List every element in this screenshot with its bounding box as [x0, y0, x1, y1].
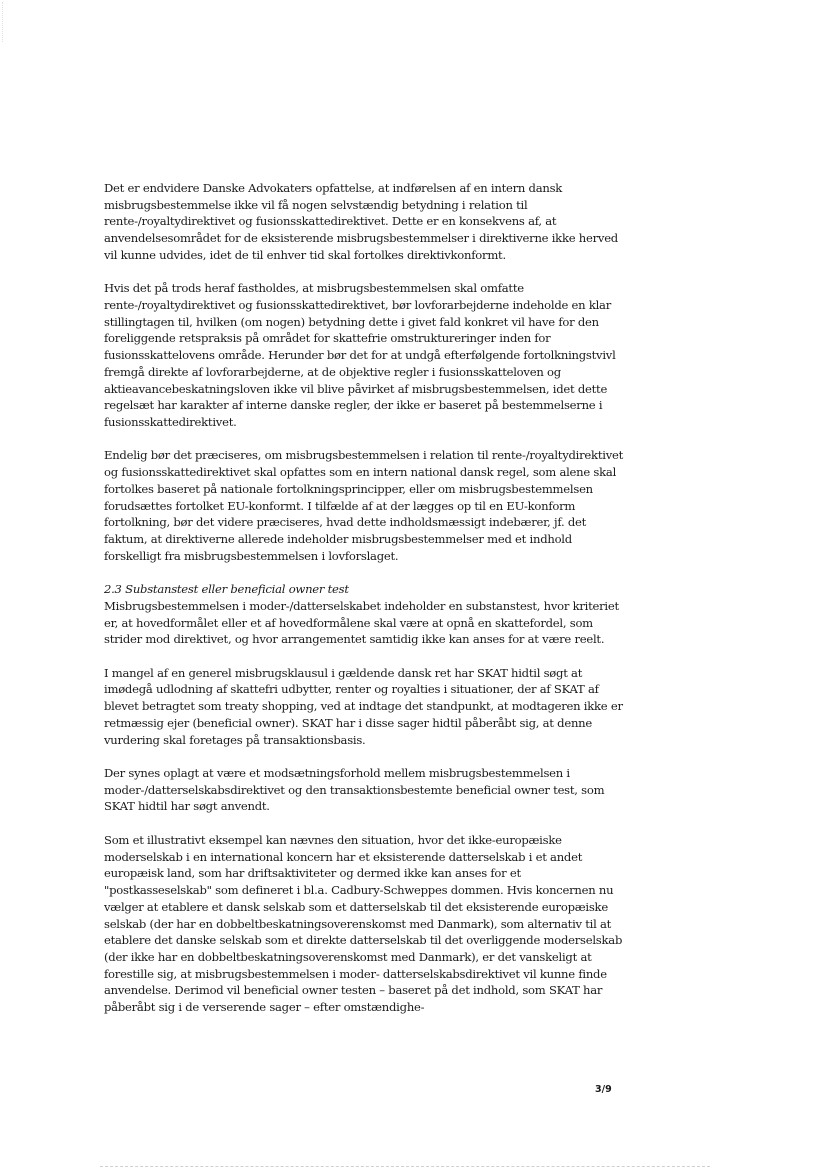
scan-edge-mark: [2, 2, 4, 42]
paragraph-intro: Det er endvidere Danske Advokaters opfattelse, at indførelsen af en intern dansk misbrugsbestemmelse ikke vil få nogen selvstændig betydning i relation til rente-/royaltydirektivet og fusionsskattedirektivet. Dette er en konsekvens af, at anvendelsesområdet for de eksisterende misbrugsbestemmelser i direktiverne ikke herved vil kunne udvides, idet de til enhver tid skal fortolkes direktivkonformt.: [104, 181, 618, 262]
page-number: 3/9: [595, 1084, 612, 1095]
document-body: [104, 180, 624, 1033]
paragraph-interpretation: Endelig bør det præciseres, om misbrugsbestemmelsen i relation til rente-/royaltydirektivet og fusionsskattedirektivet skal opfattes som en intern national dansk regel, som alene skal fortolkes baseret på nationale fortolkningsprincipper, eller om misbrugsbestemmelsen forudsættes fortolket EU-konformt. I tilfælde af at der lægges op til en EU-konform fortolkning, bør det videre præciseres, hvad dette indholdsmæssigt indebærer, jf. det faktum, at direktiverne allerede indeholder misbrugsbestemmelser med et indhold forskelligt fra misbrugsbestemmelsen i lovforslaget.: [104, 448, 624, 563]
paragraph-skat-practice: I mangel af en generel misbrugsklausul i gældende dansk ret har SKAT hidtil søgt at imødegå udlodning af skattefri udbytter, renter og royalties i situationer, der af SKAT af blevet betragtet som treaty shopping, ved at indtage det standpunkt, at modtageren ikke er retmæssig ejer (beneficial owner). SKAT har i disse sager hidtil påberåbt sig, at denne vurdering skal foretages på transaktionsbasis.: [104, 665, 623, 747]
section-heading: 2.3 Substanstest eller beneficial owner test: [104, 582, 349, 597]
footer-rule: [100, 1166, 710, 1167]
paragraph-conflict: Der synes oplagt at være et modsætningsforhold mellem misbrugsbestemmelsen i moder-/datterselskabsdirektivet og den transaktionsbestemte beneficial owner test, som SKAT hidtil har søgt anvendt.: [104, 766, 605, 814]
paragraph-substance-test: Misbrugsbestemmelsen i moder-/datterselskabet indeholder en substanstest, hvor kriteriet er, at hovedformålet eller et af hovedformålene skal være at opnå en skattefordel, som strider mod direktivet, og hvor arrangementet samtidig ikke kan anses for at være reelt.: [104, 598, 619, 647]
paragraph-example: Som et illustrativt eksempel kan nævnes den situation, hvor det ikke-europæiske moderselskab i en international koncern har et eksisterende datterselskab i et andet europæisk land, som har driftsaktiviteter og dermed ikke kan anses for et "postkasseselskab" som defineret i bl.a. Cadbury-Schweppes dommen. Hvis koncernen nu vælger at etablere et dansk selskab som et datterselskab til det eksisterende europæiske selskab (der har en dobbeltbeskatningsoverenskomst med Danmark), som alternativ til at etablere det danske selskab som et direkte datterselskab til det overliggende moderselskab (der ikke har en dobbeltbeskatningsoverenskomst med Danmark), er det vanskeligt at forestille sig, at misbrugsbestemmelsen i moder- datterselskabsdirektivet vil kunne finde anvendelse. Derimod vil beneficial owner testen – baseret på det indhold, som SKAT har påberåbt sig i de verserende sager – efter omstændighe-: [104, 832, 623, 1015]
paragraph-clarification: Hvis det på trods heraf fastholdes, at misbrugsbestemmelsen skal omfatte rente-/royaltydirektivet og fusionsskattedirektivet, bør lovforarbejderne indeholde en klar stillingtagen til, hvilken (om nogen) betydning dette i givet fald konkret vil have for den foreliggende retspraksis på området for skattefrie omstruktureringer inden for fusionsskattelovens område. Herunder bør det for at undgå efterfølgende fortolkningstvivl fremgå direkte af lovforarbejderne, at de objektive regler i fusionsskatteloven og aktieavancebeskatningsloven ikke vil blive påvirket af misbrugsbestemmelsen, idet dette regelsæt har karakter af interne danske regler, der ikke er baseret på bestemmelserne i fusionsskattedirektivet.: [104, 281, 616, 429]
